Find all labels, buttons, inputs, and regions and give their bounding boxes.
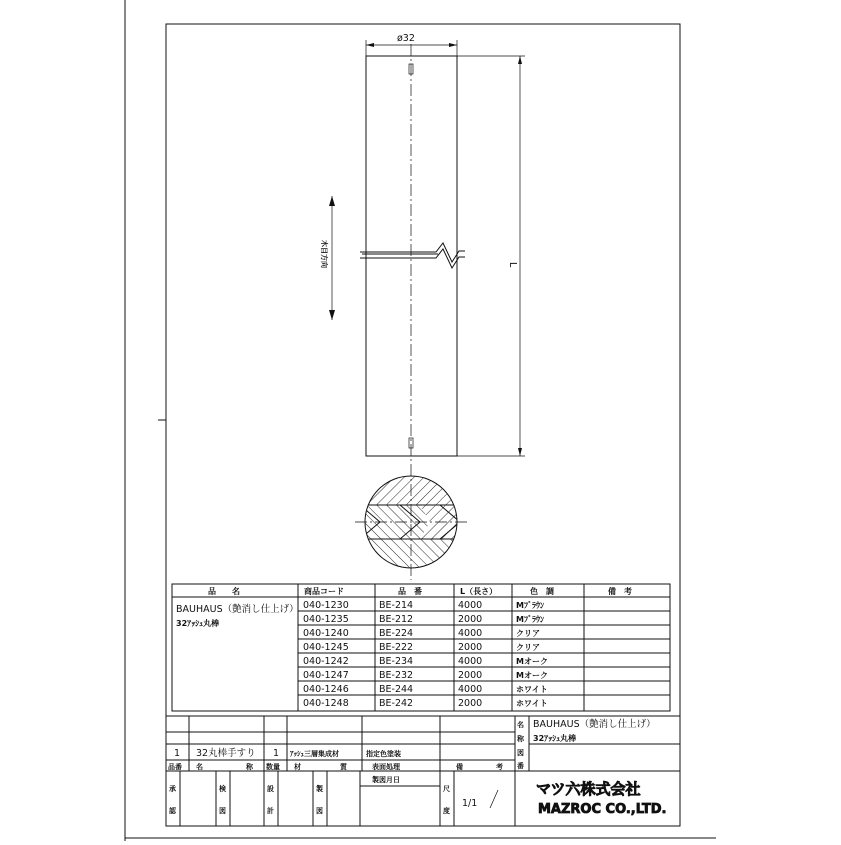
header-length: L（長さ） (460, 587, 498, 596)
cell-color: Mオーク (516, 657, 548, 666)
item-material: ｱｯｼｭ三層集成材 (290, 750, 339, 758)
table-row (303, 684, 548, 695)
cell-part-no: BE-212 (379, 614, 414, 625)
cell-color: ホワイト (516, 699, 548, 708)
parts-table (172, 584, 670, 711)
scale-label-a: 尺 (443, 785, 450, 793)
name-label-a: 名 (517, 721, 524, 729)
table-row (303, 642, 540, 653)
company-logo-en: MAZROC CO.,LTD. (538, 802, 667, 817)
cell-code: 040-1245 (303, 642, 349, 653)
cell-part-no: BE-234 (379, 656, 414, 667)
cell-color: Mﾌﾞﾗｳﾝ (516, 615, 544, 624)
cell-length: 4000 (458, 600, 483, 611)
cell-part-no: BE-214 (379, 600, 414, 611)
table-row (303, 698, 548, 709)
table-row (303, 600, 544, 611)
table-row (303, 628, 540, 639)
product-name-line2: 32ｱｯｼｭ丸棒 (176, 619, 220, 628)
length-label: L (507, 262, 518, 268)
grain-label: 木目方向 (320, 240, 328, 268)
header-name: 品 名 (208, 587, 240, 596)
name-label-b: 称 (517, 735, 524, 743)
cell-color: クリア (516, 629, 540, 638)
hdr-finish: 表面処理 (372, 763, 400, 771)
cell-part-no: BE-244 (379, 684, 414, 695)
rod-body (366, 56, 457, 456)
scale-value: 1/1 (462, 798, 478, 809)
diameter-dimension (366, 33, 457, 56)
cell-part-no: BE-224 (379, 628, 414, 639)
design-label-b: 計 (267, 807, 274, 815)
cell-part-no: BE-222 (379, 642, 414, 653)
check-label-a: 検 (219, 785, 226, 793)
cell-code: 040-1248 (303, 698, 349, 709)
cell-length: 2000 (458, 614, 483, 625)
drawing-no-a: 図 (517, 749, 524, 757)
product-title-line2: 32ｱｯｼｭ丸棒 (533, 734, 577, 743)
table-row (303, 656, 548, 667)
approve-label-b: 認 (169, 807, 176, 815)
cell-part-no: BE-232 (379, 670, 414, 681)
drawing-no-b: 番 (517, 762, 524, 770)
item-no: 1 (174, 748, 181, 759)
grain-direction-arrow (320, 196, 335, 320)
drawing-frame (166, 24, 680, 826)
cell-length: 2000 (458, 698, 483, 709)
draw-label-a: 製 (316, 785, 323, 793)
length-dimension (457, 56, 525, 456)
cell-length: 4000 (458, 684, 483, 695)
header-remarks: 備 考 (608, 587, 632, 596)
cell-code: 040-1230 (303, 600, 349, 611)
cell-length: 4000 (458, 628, 483, 639)
cell-part-no: BE-242 (379, 698, 414, 709)
cell-length: 4000 (458, 656, 483, 667)
cell-code: 040-1235 (303, 614, 349, 625)
table-row (303, 670, 548, 681)
hdr-material-b: 質 (340, 763, 347, 771)
break-line-upper (360, 243, 465, 262)
cell-color: Mﾌﾞﾗｳﾝ (516, 601, 544, 610)
header-code: 商品コード (304, 587, 344, 596)
product-name-line1: BAUHAUS（艶消し仕上げ） (176, 604, 299, 615)
item-name: 32丸棒手すり (196, 748, 256, 759)
item-quantity: 1 (273, 748, 280, 759)
cross-section (355, 470, 470, 574)
hdr-item-no: 品番 (168, 763, 182, 771)
header-color: 色 調 (530, 587, 554, 596)
draw-label-b: 図 (316, 807, 323, 815)
item-finish: 指定色塗装 (366, 750, 401, 758)
diameter-label: ø32 (397, 33, 415, 44)
table-row (303, 614, 544, 625)
cell-length: 2000 (458, 670, 483, 681)
cell-color: ホワイト (516, 685, 548, 694)
hdr-name-a: 名 (196, 763, 203, 771)
hdr-remarks-b: 考 (496, 763, 503, 771)
product-title-line1: BAUHAUS（艶消し仕上げ） (533, 719, 656, 730)
cell-length: 2000 (458, 642, 483, 653)
hdr-remarks-a: 備 (456, 763, 463, 771)
date-label: 製図月日 (372, 776, 400, 784)
design-label-a: 設 (267, 785, 274, 793)
check-label-b: 図 (219, 807, 226, 815)
cell-code: 040-1242 (303, 656, 349, 667)
cell-code: 040-1246 (303, 684, 349, 695)
hdr-name-b: 称 (246, 763, 253, 771)
hdr-qty: 数量 (266, 763, 280, 771)
company-logo-jp: マツ六株式会社 (536, 780, 641, 798)
scale-label-b: 度 (443, 807, 450, 815)
cell-code: 040-1240 (303, 628, 349, 639)
hdr-material-a: 材 (294, 763, 301, 771)
cell-code: 040-1247 (303, 670, 349, 681)
approve-label-a: 承 (169, 785, 176, 793)
title-block (166, 716, 680, 826)
cell-color: Mオーク (516, 671, 548, 680)
header-part-no: 品 番 (398, 587, 422, 596)
cell-color: クリア (516, 643, 540, 652)
